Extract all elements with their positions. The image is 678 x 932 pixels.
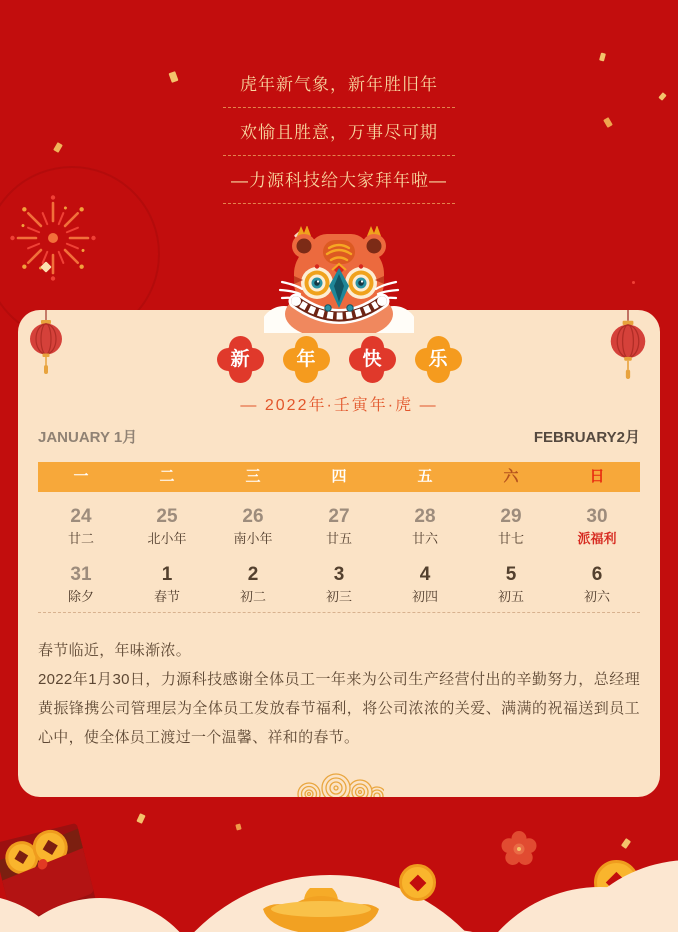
weekday-bar xyxy=(38,462,640,492)
date-cell xyxy=(554,504,640,548)
date-cell xyxy=(296,504,382,548)
date-cell xyxy=(382,562,468,606)
date-number: 3 xyxy=(333,564,345,585)
weekday-cell: 四 xyxy=(331,468,347,485)
firework-icon xyxy=(7,192,99,284)
date-number: 1 xyxy=(161,564,173,585)
calendar-month-header xyxy=(38,426,640,447)
banner-badge xyxy=(349,336,396,383)
greeting-line-2: 欢愉且胜意，万事尽可期 xyxy=(223,108,455,156)
auspicious-cloud-icon xyxy=(294,772,384,797)
confetti-speck xyxy=(53,142,63,153)
date-number: 30 xyxy=(586,506,608,527)
date-number: 25 xyxy=(156,506,178,527)
date-cell xyxy=(38,504,124,548)
date-label: 初三 xyxy=(325,589,352,604)
date-label: 廿二 xyxy=(67,531,94,546)
confetti-speck xyxy=(169,71,179,83)
confetti-speck xyxy=(599,52,606,61)
dashed-divider xyxy=(38,612,640,613)
banner-badge-char: 快 xyxy=(362,349,382,370)
confetti-speck xyxy=(658,92,666,101)
confetti-speck xyxy=(136,813,145,824)
tiger-head-illustration xyxy=(264,226,414,333)
date-number: 2 xyxy=(247,564,259,585)
gold-ingot-icon xyxy=(260,888,382,932)
new-year-banner xyxy=(18,336,660,383)
weekday-cell: 二 xyxy=(159,468,175,485)
date-cell xyxy=(554,562,640,606)
banner-badge xyxy=(415,336,462,383)
plum-blossom-icon xyxy=(498,828,540,870)
weekday-cell: 六 xyxy=(503,468,519,485)
calendar-row xyxy=(38,562,640,606)
date-number: 4 xyxy=(419,564,431,585)
date-number: 31 xyxy=(70,564,92,585)
article-paragraph: 2022年1月30日，力源科技感谢全体员工一年来为公司生产经营付出的辛勤努力，总经理黄振锋携公司管理层为全体员工发放春节福利，将公司浓浓的关爱、满满的祝福送到员工心中，使全体员工渡过一个温馨、祥和的春节。 xyxy=(38,671,640,746)
date-cell xyxy=(38,562,124,606)
date-number: 27 xyxy=(328,506,350,527)
date-number: 5 xyxy=(505,564,517,585)
date-cell xyxy=(210,504,296,548)
article-text xyxy=(38,636,640,752)
confetti-speck xyxy=(621,838,631,849)
weekday-cell: 五 xyxy=(417,468,433,485)
date-cell xyxy=(296,562,382,606)
weekday-cell: 三 xyxy=(245,468,261,485)
banner-badge xyxy=(283,336,330,383)
gold-coin-icon xyxy=(399,864,436,901)
date-cell xyxy=(124,504,210,548)
date-label: 除夕 xyxy=(67,589,94,604)
banner-badge xyxy=(217,336,264,383)
weekday-cell: 一 xyxy=(73,468,89,485)
date-cell xyxy=(468,562,554,606)
date-cell xyxy=(468,504,554,548)
date-number: 6 xyxy=(591,564,603,585)
date-label: 廿七 xyxy=(497,531,524,546)
greeting-line-3: —力源科技给大家拜年啦— xyxy=(223,156,455,204)
date-label: 初四 xyxy=(411,589,438,604)
confetti-speck xyxy=(632,281,635,284)
greeting-block xyxy=(223,60,455,204)
main-card xyxy=(18,310,660,797)
date-label: 廿五 xyxy=(325,531,352,546)
date-cell xyxy=(382,504,468,548)
date-label: 南小年 xyxy=(233,531,273,546)
banner-badge-char: 乐 xyxy=(428,349,448,370)
confetti-speck xyxy=(603,117,613,128)
date-label: 春节 xyxy=(153,589,180,604)
banner-subtitle: — 2022年·壬寅年·虎 — xyxy=(240,397,438,414)
date-label: 初六 xyxy=(583,589,610,604)
date-label: 初二 xyxy=(239,589,266,604)
date-cell xyxy=(210,562,296,606)
date-cell xyxy=(124,562,210,606)
banner-badge-char: 年 xyxy=(296,349,316,370)
date-number: 28 xyxy=(414,506,436,527)
date-number: 26 xyxy=(242,506,264,527)
article-paragraph: 春节临近，年味渐浓。 xyxy=(38,642,192,659)
month-label-february: FEBRUARY2月 xyxy=(533,429,640,446)
greeting-line-1: 虎年新气象，新年胜旧年 xyxy=(223,60,455,108)
date-label: 北小年 xyxy=(147,531,187,546)
date-number: 29 xyxy=(500,506,522,527)
date-number: 24 xyxy=(70,506,92,527)
banner-badge-char: 新 xyxy=(230,349,250,370)
date-label: 初五 xyxy=(497,589,524,604)
date-label: 廿六 xyxy=(411,531,438,546)
confetti-speck xyxy=(235,823,241,830)
calendar-row xyxy=(38,504,640,548)
weekday-cell: 日 xyxy=(589,468,605,485)
date-label-highlight: 派福利 xyxy=(577,531,617,546)
month-label-january: JANUARY 1月 xyxy=(38,429,138,446)
